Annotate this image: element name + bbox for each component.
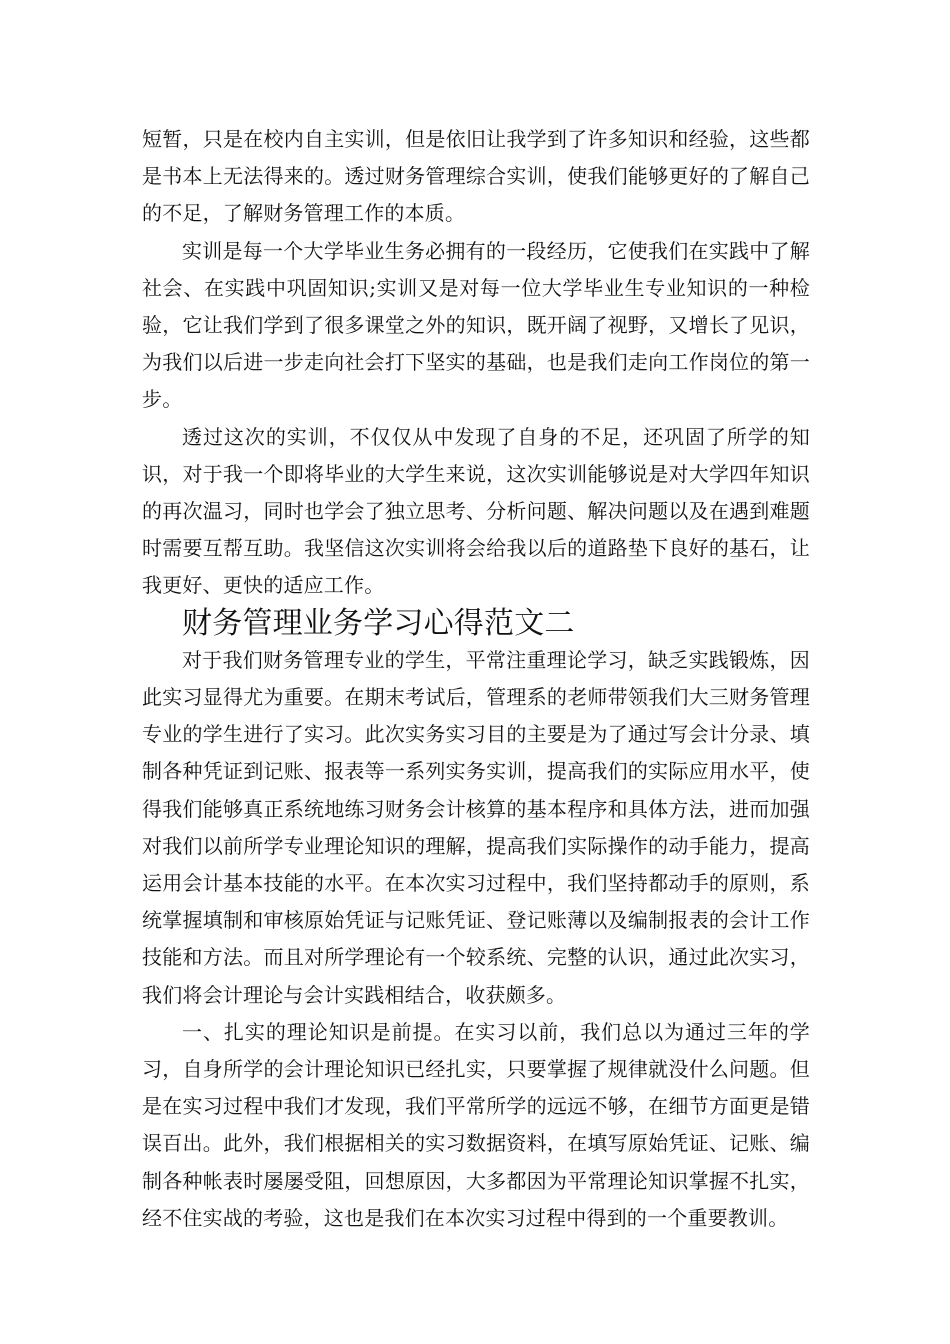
section-heading: 财务管理业务学习心得范文二 — [182, 605, 575, 641]
paragraph-1: 短暂，只是在校内自主实训，但是依旧让我学到了许多知识和经验，这些都是书本上无法得来的。透过财务管理综合实训，使我们能够更好的了解自己的不足，了解财务管理工作的本质。 — [142, 127, 810, 226]
paragraph-2: 实训是每一个大学毕业生务必拥有的一段经历，它使我们在实践中了解社会、在实践中巩固知识;实训又是对每一位大学毕业生专业知识的一种检验，它让我们学到了很多课堂之外的知识，既开阔了视野，又增长了见识，为我们以后进一步走向社会打下坚实的基础，也是我们走向工作岗位的第一步。 — [142, 238, 810, 412]
paragraph-4: 对于我们财务管理专业的学生，平常注重理论学习，缺乏实践锻炼，因此实习显得尤为重要。在期末考试后，管理系的老师带领我们大三财务管理专业的学生进行了实习。此次实务实习目的主要是为了通过写会计分录、填制各种凭证到记账、报表等一系列实务实训，提高我们的实际应用水平，使得我们能够真正系统地练习财务会计核算的基本程序和具体方法，进而加强对我们以前所学专业理论知识的理解，提高我们实际操作的动手能力，提高运用会计基本技能的水平。在本次实习过程中，我们坚持都动手的原则，系统掌握填制和审核原始凭证与记账凭证、登记账薄以及编制报表的会计工作技能和方法。而且对所学理论有一个较系统、完整的认识，通过此次实习，我们将会计理论与会计实践相结合，收获颇多。 — [142, 647, 810, 1007]
paragraph-3: 透过这次的实训，不仅仅从中发现了自身的不足，还巩固了所学的知识，对于我一个即将毕业的大学生来说，这次实训能够说是对大学四年知识的再次温习，同时也学会了独立思考、分析问题、解决问题以及在遇到难题时需要互帮互助。我坚信这次实训将会给我以后的道路垫下良好的基石，让我更好、更快的适应工作。 — [142, 424, 810, 598]
document-body — [142, 121, 810, 1237]
paragraph-5: 一、扎实的理论知识是前提。在实习以前，我们总以为通过三年的学习，自身所学的会计理论知识已经扎实，只要掌握了规律就没什么问题。但是在实习过程中我们才发现，我们平常所学的远远不够，在细节方面更是错误百出。此外，我们根据相关的实习数据资料，在填写原始凭证、记账、编制各种帐表时屡屡受阻，回想原因，大多都因为平常理论知识掌握不扎实，经不住实战的考验，这也是我们在本次实习过程中得到的一个重要教训。 — [142, 1019, 810, 1230]
